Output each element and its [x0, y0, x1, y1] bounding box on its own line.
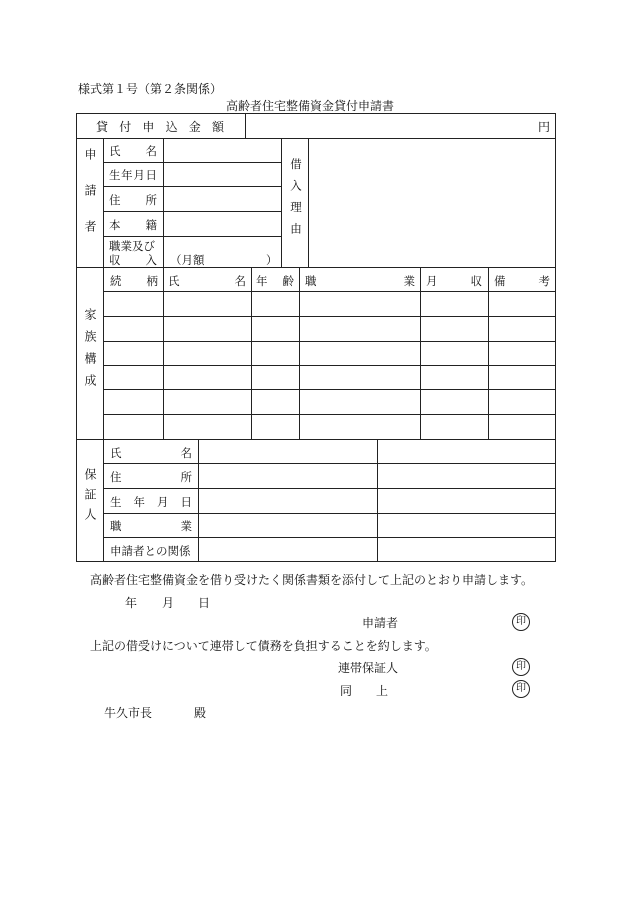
guarantor-address-label: 住 所 — [110, 470, 192, 484]
table-row[interactable] — [104, 341, 555, 365]
guarantor-occupation-field[interactable] — [200, 514, 554, 536]
family-header-occupation: 職 業 — [305, 274, 415, 288]
guarantor-name-label: 氏 名 — [110, 446, 192, 460]
table-row[interactable] — [104, 389, 555, 413]
guarantor-section-label: 保証人 — [83, 468, 97, 528]
guarantor-name-field[interactable] — [200, 440, 554, 462]
guarantor-birthdate-field[interactable] — [200, 489, 554, 512]
applicant-monthly-close: ） — [266, 253, 278, 267]
family-section-label: 家族構成 — [83, 308, 97, 396]
family-rows — [104, 292, 555, 438]
applicant-signature-label: 申請者 — [362, 616, 399, 630]
joint-guarantor-label: 連帯保証人 — [338, 661, 399, 675]
applicant-birthdate-label: 生 年 月 日 — [109, 168, 157, 182]
applicant-birthdate-field[interactable] — [165, 163, 279, 185]
applicant-seal-mark: 印 — [512, 613, 530, 631]
family-header-name: 氏 名 — [168, 274, 246, 288]
second-guarantor-seal-mark: 印 — [512, 680, 530, 698]
date-month-label: 月 — [162, 596, 175, 610]
honorific: 殿 — [194, 706, 207, 720]
applicant-section-label: 申請者 — [83, 148, 97, 256]
family-header-remarks: 備 考 — [494, 274, 550, 288]
family-header-age: 年 齢 — [256, 274, 294, 288]
guarantor-occupation-label: 職 業 — [110, 519, 192, 533]
applicant-domicile-field[interactable] — [165, 212, 279, 235]
guarantee-statement: 上記の借受けについて連帯して債務を負担することを約します。 — [90, 639, 437, 653]
applicant-address-label: 住 所 — [109, 193, 157, 207]
applicant-name-label: 氏 名 — [109, 144, 157, 158]
form-title: 高齢者住宅整備資金貸付申請書 — [226, 99, 395, 113]
applicant-occupation-label: 職業及び — [109, 239, 155, 253]
applicant-name-field[interactable] — [165, 139, 279, 161]
addressee: 牛久市長 — [104, 706, 153, 720]
date-day-label: 日 — [198, 596, 211, 610]
table-row[interactable] — [104, 316, 555, 341]
application-statement: 高齢者住宅整備資金を借り受けたく関係書類を添付して上記のとおり申請します。 — [90, 573, 534, 587]
date-year-label: 年 — [125, 596, 138, 610]
guarantor-address-field[interactable] — [200, 464, 554, 487]
applicant-monthly-label: （月額 — [170, 253, 205, 267]
applicant-domicile-label: 本 籍 — [109, 218, 157, 232]
guarantor-birthdate-label: 生 年 月 日 — [110, 495, 192, 509]
loan-amount-label: 貸 付 申 込 金 額 — [96, 120, 224, 134]
joint-guarantor-seal-mark: 印 — [512, 658, 530, 676]
form-number: 様式第１号（第２条関係） — [78, 82, 223, 96]
second-guarantor-label: 同 上 — [340, 684, 389, 698]
guarantor-relation-label: 申請者との関係 — [110, 544, 191, 558]
applicant-income-label: 収 入 — [109, 253, 157, 267]
family-header-relation: 続 柄 — [110, 274, 158, 288]
table-row[interactable] — [104, 365, 555, 389]
loan-amount-unit: 円 — [538, 120, 551, 134]
table-row[interactable] — [104, 292, 555, 316]
table-row[interactable] — [104, 413, 555, 438]
family-header-income: 月 収 — [426, 274, 482, 288]
loan-amount-field[interactable] — [248, 114, 552, 137]
loan-reason-field[interactable] — [310, 139, 554, 266]
loan-reason-label: 借入理由 — [289, 158, 303, 244]
applicant-occupation-field[interactable] — [165, 237, 279, 266]
applicant-address-field[interactable] — [165, 187, 279, 210]
guarantor-relation-field[interactable] — [200, 538, 554, 561]
